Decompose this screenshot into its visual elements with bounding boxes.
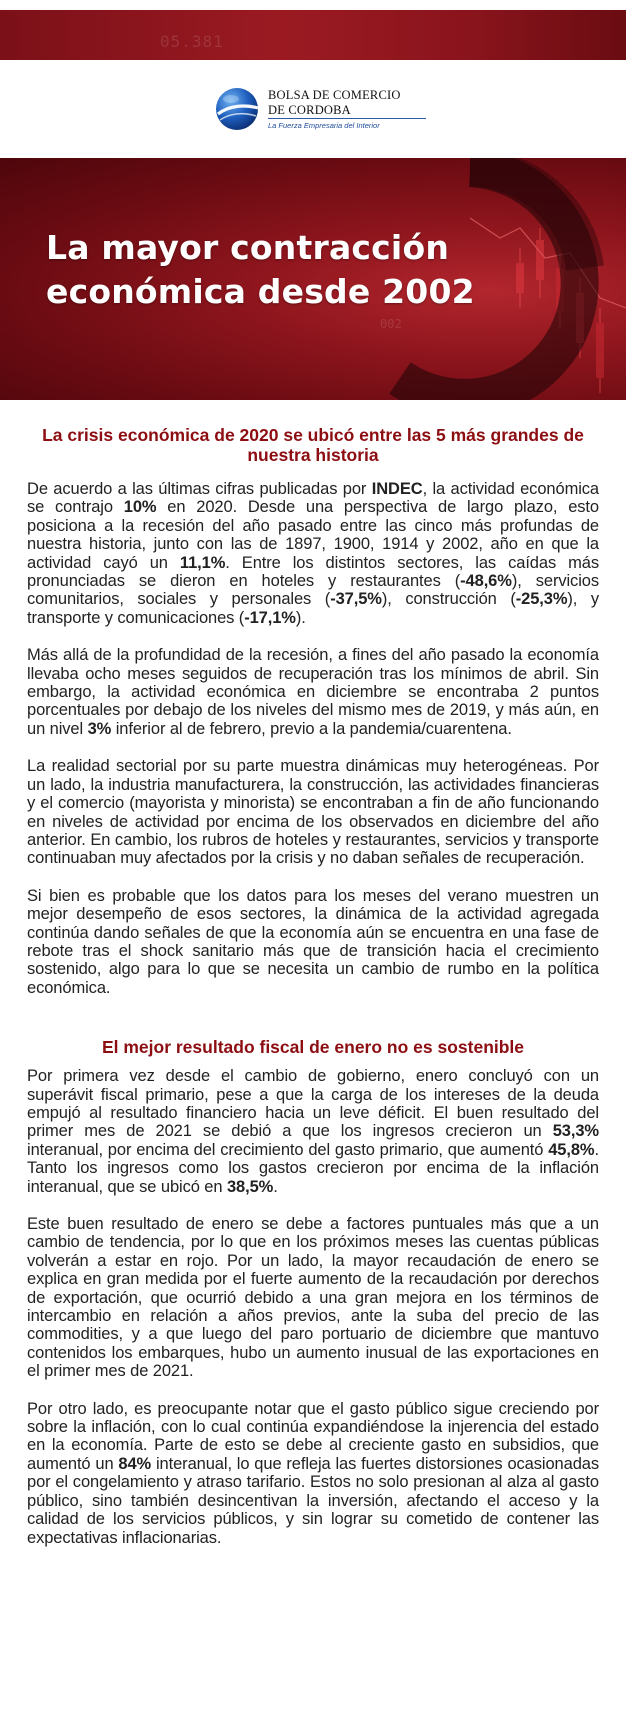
highlight-figure: 3% <box>87 719 112 738</box>
text-run: Por otro lado, es preocupante notar que el gasto público sigue creciendo por sobre la inflación, con lo cual continúa expandiéndose la injerencia del estado en la economía. Parte de esto se debe al creciente gasto en subsidios, que aumentó un <box>27 1399 599 1473</box>
hero-title-line-1: La mayor contracción <box>46 228 450 267</box>
text-run: interanual, lo que refleja las fuertes distorsiones ocasionadas por el congelamiento y atraso tarifario. Estos no solo presionan al alza al gasto público, sino también desincentivan la inversión, afectando el acceso y la calidad de los servicios públicos, y sin lograr su cometido de contener las expectativas inflacionarias. <box>27 1454 599 1547</box>
highlight-figure: 53,3% <box>552 1122 599 1141</box>
text-run: . <box>273 1177 278 1196</box>
hero-ghost-number: 002 <box>380 317 402 331</box>
text-run: De acuerdo a las últimas cifras publicadas por <box>27 480 372 498</box>
highlight-indec: INDEC <box>371 480 423 498</box>
paragraph-indec <box>27 480 599 627</box>
text-run: Por primera vez desde el cambio de gobierno, enero concluyó con un superávit fiscal primario, pese a que la carga de los intereses de la deuda empujó al resultado financiero hacia un leve déficit. El buen resultado del primer mes de 2021 se debió a que los ingresos crecieron un <box>27 1067 599 1141</box>
text-run: en 2020. Desde una perspectiva de largo plazo, esto posiciona a la recesión del año pasado entre las cinco más profundas de nuestra historia, junto con las de 1897, 1900, 1914 y 2002, año en que la actividad cayó un <box>27 498 599 572</box>
paragraph-recovery <box>27 646 599 738</box>
paragraph-export-duties: Este buen resultado de enero se debe a factores puntuales más que a un cambio de tendencia, por lo que en los próximos meses las cuentas públicas volverán a estar en rojo. Por un lado, la mayor recaudación de enero se explica en gran medida por el fuerte aumento de la recaudación por derechos de exportación, que ocurrió debido a una gran mejora en los términos de intercambio en relación a años previos, ante la suba del precio de las commodities, y a que luego del paro portuario de diciembre que mantuvo contenidos los embarques, hubo un aumento inusual de las exportaciones en el primer mes de 2021. <box>27 1215 599 1381</box>
highlight-figure: 10% <box>123 498 157 517</box>
highlight-figure: 45,8% <box>548 1140 595 1159</box>
highlight-figure: 11,1% <box>179 553 226 572</box>
highlight-figure: -17,1% <box>244 608 296 627</box>
text-run: ), construcción ( <box>381 590 516 609</box>
article-body <box>27 425 599 1547</box>
text-run: interanual, por encima del crecimiento del gasto primario, que aumentó <box>27 1140 549 1159</box>
paragraph-fiscal-surplus <box>27 1067 599 1196</box>
text-run: Más allá de la profundidad de la recesión, a fines del año pasado la economía llevaba ocho meses seguidos de recuperación tras los mínimos de abril. Sin embargo, la actividad económica en diciembre se encontraba 2 puntos porcentuales por debajo de los niveles del mismo mes de 2019, y más aún, en un nivel <box>27 646 599 738</box>
logo-tagline: La Fuerza Empresaria del Interior <box>268 121 380 130</box>
paragraph-outlook: Si bien es probable que los datos para los meses del verano muestren un mejor desempeño de esos sectores, la dinámica de la actividad agregada continúa dando señales de que la economía aún se encuentra en una fase de rebote tras el shock sanitario más que de transición hacia el crecimiento sostenido, algo para lo que se necesita un cambio de rumbo en la política económica. <box>27 886 599 997</box>
globe-logo-icon <box>214 86 260 132</box>
paragraph-sectoral: La realidad sectorial por su parte muestra dinámicas muy heterogéneas. Por un lado, la industria manufacturera, la construcción, las actividades financieras y el comercio (mayorista y minorista) se encontraban a fin de año funcionando en niveles de actividad por encima de los observados en diciembre del año anterior. En cambio, los rubros de hoteles y restaurantes, servicios y transporte continuaban muy afectados por la crisis y no daban señales de recuperación. <box>27 757 599 868</box>
text-run: ). <box>295 608 306 627</box>
logo-rule <box>268 118 426 119</box>
highlight-figure: 38,5% <box>226 1177 274 1196</box>
bolsa-logo[interactable] <box>214 84 434 134</box>
text-run: ), y transporte y comunicaciones ( <box>27 590 600 627</box>
text-run: . Tanto los ingresos como los gastos crecieron por encima de la inflación interanual, que se ubicó en <box>27 1140 599 1196</box>
highlight-figure: -48,6% <box>460 572 512 591</box>
header-banner <box>0 10 626 60</box>
text-run: , la actividad económica se contrajo <box>27 480 600 517</box>
logo-line-2: DE CORDOBA <box>268 103 351 117</box>
header-ghost-number: 05.381 <box>160 32 224 51</box>
section-heading-crisis: La crisis económica de 2020 se ubicó entre las 5 más grandes de nuestra historia <box>42 425 584 465</box>
text-run: inferior al de febrero, previo a la pandemia/cuarentena. <box>111 719 512 738</box>
highlight-figure: -37,5% <box>330 590 382 609</box>
hero-banner <box>0 158 626 400</box>
section-heading-fiscal: El mejor resultado fiscal de enero no es sostenible <box>101 1037 525 1058</box>
text-run: ), servicios comunitarios, sociales y personales ( <box>27 572 599 609</box>
highlight-figure: -25,3% <box>515 590 568 609</box>
hero-title-line-2: económica desde 2002 <box>46 272 475 311</box>
paragraph-public-spending <box>27 1400 599 1547</box>
highlight-figure: 84% <box>118 1454 152 1473</box>
logo-line-1: BOLSA DE COMERCIO <box>268 88 401 102</box>
hero-title <box>46 226 526 314</box>
text-run: . Entre los distintos sectores, las caídas más pronunciadas se dieron en hoteles y restaurantes ( <box>27 553 599 591</box>
